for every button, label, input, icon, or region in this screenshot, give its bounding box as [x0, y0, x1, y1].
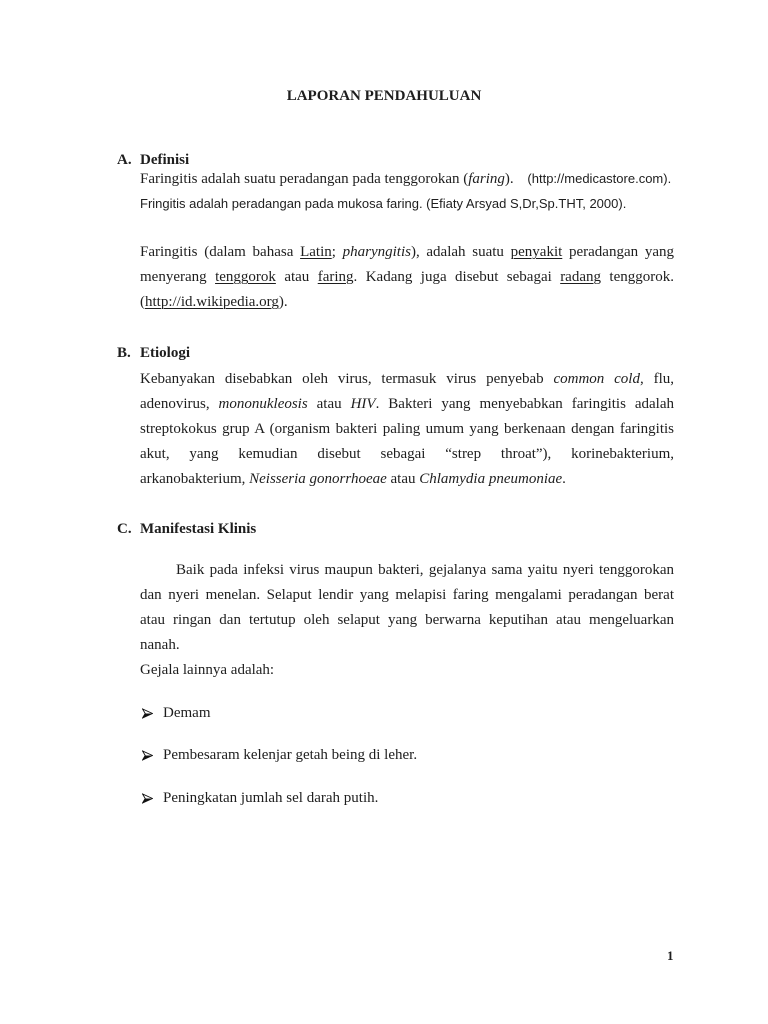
arrowhead-bullet-icon [140, 743, 163, 768]
paragraph-line: Baik pada infeksi virus maupun bakteri, gejalanya sama yaitu nyeri tenggorokan [176, 562, 674, 578]
document-title: LAPORAN PENDAHULUAN [286, 88, 482, 104]
paragraph-line [140, 467, 674, 492]
italic-term: faring [468, 171, 505, 187]
italic-term: HIV [350, 396, 376, 412]
section-letter: B. [117, 345, 131, 361]
paragraph-line [140, 240, 674, 265]
bullet-text: Pembesaram kelenjar getah being di leher. [163, 747, 418, 763]
text-segment: Kebanyakan disebabkan oleh virus, termasuk virus penyebab [140, 371, 554, 387]
text-segment: streptokokus grup A (organism bakteri paling umum yang berkenaan dengan faringitis [140, 421, 674, 437]
text-segment: . Kadang juga disebut sebagai [353, 269, 561, 285]
source-citation: (http://medicastore.com). [527, 171, 672, 186]
italic-term: Chlamydia pneumoniae [419, 471, 563, 487]
source-url: http://id.wikipedia.org [145, 294, 279, 310]
underlined-term: radang [560, 269, 601, 285]
text-segment: ). [504, 171, 518, 187]
etiology-paragraph [140, 367, 674, 492]
clinical-manifestation-paragraph [140, 558, 674, 683]
text-segment: arkanobakterium, [140, 471, 250, 487]
text-segment: ( [140, 294, 145, 310]
bullet-item [140, 743, 417, 768]
section-title: Manifestasi Klinis [140, 521, 257, 537]
paragraph-line [140, 265, 674, 290]
text-segment: . [562, 471, 566, 487]
arrowhead-bullet-icon [140, 786, 163, 811]
text-segment: akut, yang kemudian disebut sebagai “strep throat”), korinebakterium, [140, 446, 674, 462]
bullet-text: Demam [163, 705, 211, 721]
section-title: Definisi [140, 152, 190, 168]
text-segment: atau [386, 471, 420, 487]
list-intro: Gejala lainnya adalah: [140, 662, 275, 678]
section-letter: C. [117, 521, 132, 537]
italic-term: Neisseria gonorrhoeae [249, 471, 387, 487]
reference-line [140, 166, 674, 191]
underlined-term: Latin [300, 244, 332, 260]
underlined-term: tenggorok [215, 269, 276, 285]
italic-term: mononukleosis [218, 396, 308, 412]
section-title: Etiologi [140, 345, 191, 361]
paragraph-line [140, 442, 674, 467]
paragraph-line [140, 392, 674, 417]
italic-term: pharyngitis [342, 244, 411, 260]
text-segment: ). [278, 294, 288, 310]
italic-term: common cold [553, 371, 640, 387]
paragraph-line: nanah. [140, 637, 180, 653]
paragraph-line [140, 290, 674, 315]
text-segment: . Bakteri yang menyebabkan faringitis adalah [375, 396, 675, 412]
paragraph-line [140, 367, 674, 392]
paragraph-line: dan nyeri menelan. Selaput lendir yang melapisi faring mengalami peradangan berat [140, 587, 674, 603]
section-heading-manifestasi-klinis [117, 517, 256, 541]
source-citation: Fringitis adalah peradangan pada mukosa faring. (Efiaty Arsyad S,Dr,Sp.THT, 2000). [140, 196, 627, 211]
underlined-term: penyakit [510, 244, 563, 260]
paragraph-line [140, 417, 674, 442]
definition-references [140, 166, 674, 216]
text-segment: menyerang [140, 269, 216, 285]
reference-line [140, 191, 674, 216]
text-segment: adenovirus, [140, 396, 219, 412]
text-segment: atau [275, 269, 318, 285]
text-segment: Faringitis adalah suatu peradangan pada tenggorokan ( [140, 171, 469, 187]
arrowhead-bullet-icon [140, 701, 163, 726]
text-segment: ; [331, 244, 343, 260]
underlined-term: faring [317, 269, 354, 285]
bullet-text: Peningkatan jumlah sel darah putih. [163, 790, 379, 806]
section-heading-etiologi [117, 341, 190, 365]
text-segment: atau [307, 396, 351, 412]
bullet-item [140, 786, 378, 811]
paragraph-line: atau ringan dan tertutup oleh selaput yang berwarna keputihan atau mengeluarkan [140, 612, 674, 628]
text-segment: peradangan yang [562, 244, 674, 260]
text-segment: , flu, [639, 371, 674, 387]
section-letter: A. [117, 152, 132, 168]
text-segment: ), adalah suatu [410, 244, 511, 260]
page-number: 1 [667, 948, 674, 963]
text-segment: Faringitis (dalam bahasa [140, 244, 301, 260]
text-segment: tenggorok. [601, 269, 674, 285]
bullet-item [140, 701, 210, 726]
definition-paragraph [140, 240, 674, 315]
